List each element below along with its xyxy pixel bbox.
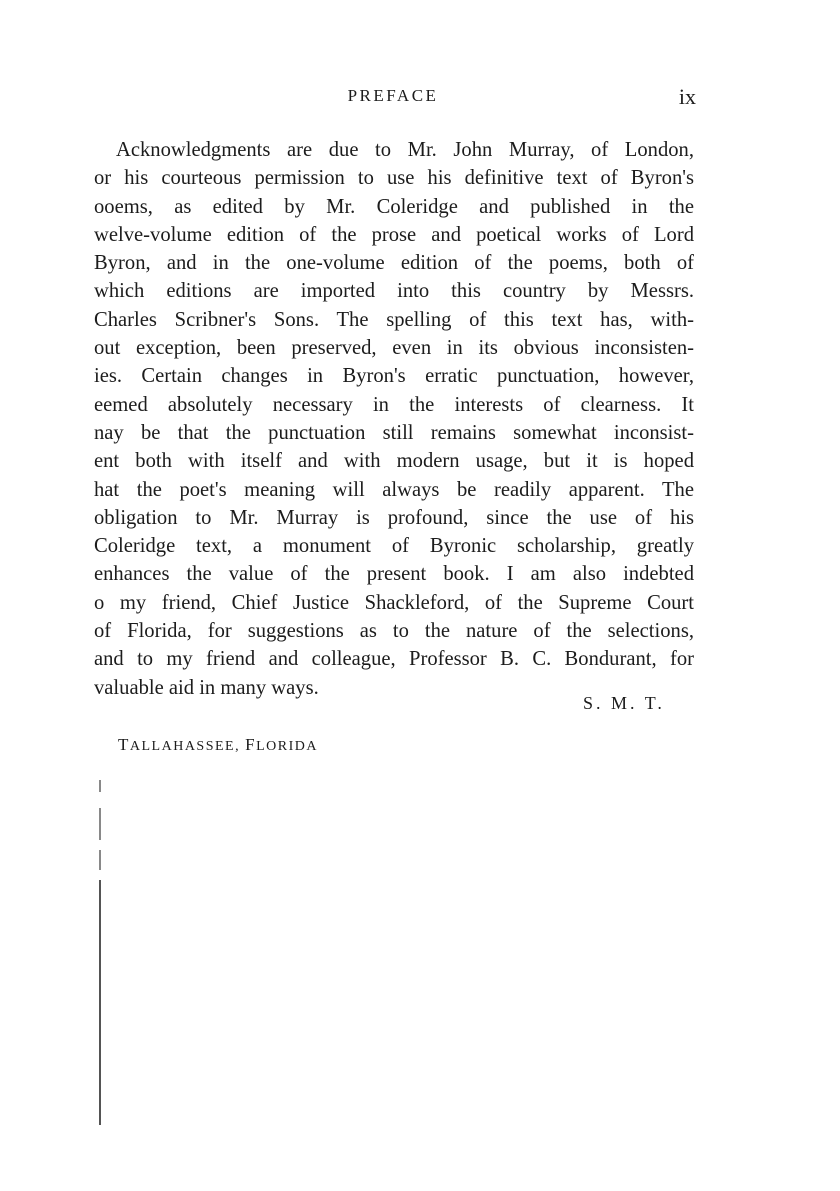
text-line: out exception, been preserved, even in its obvious inconsisten- xyxy=(94,337,694,360)
signature-initials: S. M. T. xyxy=(583,693,665,713)
text-line: Byron, and in the one-volume edition of the poems, both of xyxy=(94,252,694,275)
text-line: which editions are imported into this country by Messrs. xyxy=(94,280,694,303)
text-line: ooems, as edited by Mr. Coleridge and published in the xyxy=(94,195,694,218)
text-line: o my friend, Chief Justice Shackleford, of the Supreme Court xyxy=(94,591,694,614)
text-line: nay be that the punctuation still remains somewhat inconsist- xyxy=(94,421,694,444)
text-line: Acknowledgments are due to Mr. John Murray, of London, xyxy=(116,139,694,161)
text-line: of Florida, for suggestions as to the nature of the selections, xyxy=(94,620,694,643)
page-number: ix xyxy=(678,84,696,109)
running-head: PREFACE xyxy=(347,86,439,105)
text-line: and to my friend and colleague, Professor B. C. Bondurant, for xyxy=(94,648,694,671)
text-line: ent both with itself and with modern usage, but it is hoped xyxy=(94,450,694,473)
place-word-capital: F xyxy=(245,735,257,754)
text-line: valuable aid in many ways. xyxy=(94,676,319,699)
preface-paragraph xyxy=(94,136,694,702)
text-line: Coleridge text, a monument of Byronic scholarship, greatly xyxy=(94,535,694,558)
text-line: obligation to Mr. Murray is profound, since the use of his xyxy=(94,506,694,529)
text-line: enhances the value of the present book. I am also indebted xyxy=(94,563,694,586)
text-line: Charles Scribner's Sons. The spelling of this text has, with- xyxy=(94,308,694,331)
page-header xyxy=(0,86,840,116)
place-line xyxy=(118,735,318,755)
text-line: or his courteous permission to use his definitive text of Byron's xyxy=(94,167,694,190)
text-line: eemed absolutely necessary in the interests of clearness. It xyxy=(94,393,694,416)
place-word-rest: ALLAHASSEE, xyxy=(129,739,241,754)
scan-edge-mark xyxy=(98,780,100,1125)
text-line: hat the poet's meaning will always be readily apparent. The xyxy=(94,478,694,501)
place-word-capital: T xyxy=(118,735,130,754)
text-line: welve-volume edition of the prose and poetical works of Lord xyxy=(94,223,694,246)
place-word-rest: LORIDA xyxy=(256,739,318,754)
text-line: ies. Certain changes in Byron's erratic punctuation, however, xyxy=(94,365,694,388)
